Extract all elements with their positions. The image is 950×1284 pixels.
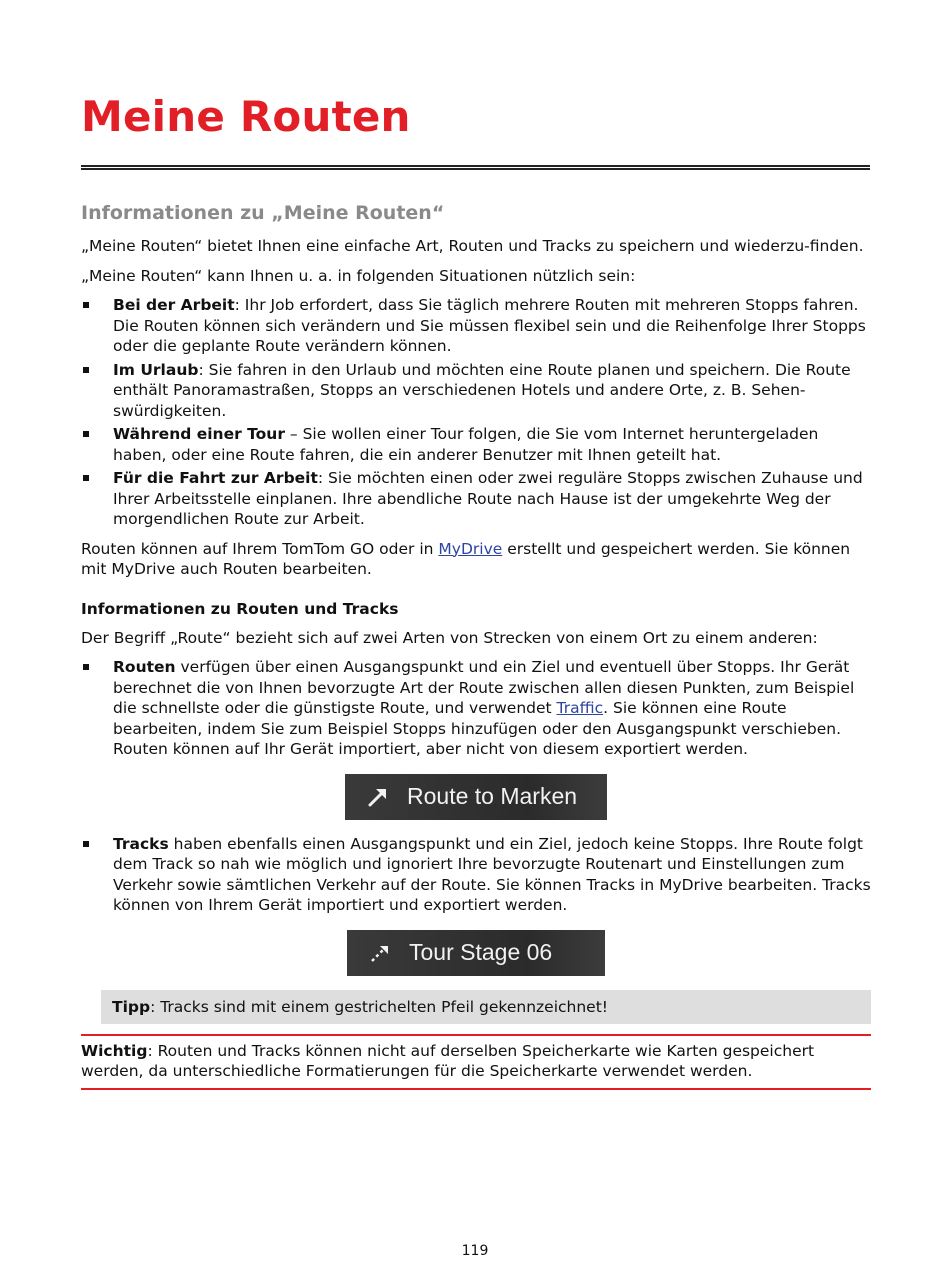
route-definition-intro: Der Begriff „Route“ bezieht sich auf zwei Arten von Strecken von einem Ort zu einem anderen: — [81, 628, 818, 647]
bullet-icon — [83, 664, 89, 670]
section-heading-about-my-routes: Informationen zu „Meine Routen“ — [81, 202, 445, 224]
tracks-list — [81, 834, 871, 916]
bullet-icon — [83, 841, 89, 847]
dashed-arrow-icon — [367, 940, 393, 966]
bullet-icon — [83, 475, 89, 481]
list-item-term: Tracks — [113, 834, 169, 853]
tip-text: : Tracks sind mit einem gestrichelten Pfeil gekennzeichnet! — [150, 997, 608, 1016]
list-item — [81, 834, 871, 916]
list-item-text: : Sie fahren in den Urlaub und möchten eine Route planen und speichern. Die Route enthält Panoramastraßen, Stopps an verschiedenen Hotels und andere Orte, z. B. Sehen-swürdigkeiten. — [113, 360, 851, 420]
routes-list — [81, 657, 871, 760]
page-number: 119 — [461, 1243, 489, 1259]
list-item-text: . Sie können eine Route bearbeiten, indem Sie zum Beispiel Stopps hinzufügen oder den Ausgangspunkt verschieben. Routen können auf Ihr Gerät importiert, aber nicht von diesem exportiert werden. — [113, 699, 842, 758]
important-text: : Routen und Tracks können nicht auf derselben Speicherkarte wie Karten gespeichert werden, da unterschiedliche Formatierungen für die Speicherkarte verwendet werden. — [81, 1041, 815, 1080]
creation-paragraph — [81, 539, 871, 580]
creation-text-before: Routen können auf Ihrem TomTom GO oder in — [81, 539, 439, 558]
list-item-text: : Ihr Job erfordert, dass Sie täglich mehrere Routen mit mehreren Stopps fahren. Die Routen können sich verändern und Sie müssen flexibel sein und die Reihenfolge Ihrer Stopps oder die geplante Route verändern können. — [113, 296, 866, 355]
list-item-term: Während einer Tour — [113, 425, 285, 443]
important-note — [81, 1034, 871, 1090]
route-screenshot-wrap — [81, 774, 871, 820]
list-item — [81, 468, 871, 530]
section-heading-routes-tracks: Informationen zu Routen und Tracks — [81, 599, 399, 618]
track-screenshot — [347, 930, 605, 976]
mydrive-link[interactable]: MyDrive — [438, 539, 503, 558]
traffic-link[interactable]: Traffic — [556, 699, 604, 717]
tip-box — [101, 990, 871, 1024]
title-divider — [81, 165, 870, 170]
list-item-term: Bei der Arbeit — [113, 296, 235, 314]
list-item — [81, 424, 871, 465]
list-item — [81, 295, 871, 357]
intro-paragraph: „Meine Routen“ bietet Ihnen eine einfache Art, Routen und Tracks zu speichern und wiederzu-finden. — [81, 237, 864, 255]
list-item-text: – Sie wollen einer Tour folgen, die Sie vom Internet heruntergeladen haben, oder eine Route fahren, die ein anderer Benutzer mit Ihnen geteilt hat. — [113, 425, 819, 464]
situations-list — [81, 295, 871, 530]
tip-label: Tipp — [112, 997, 151, 1016]
creation-text-after: erstellt und gespeichert werden. Sie können mit MyDrive auch Routen bearbeiten. — [81, 539, 851, 578]
list-item-term: Im Urlaub — [113, 360, 199, 379]
bullet-icon — [83, 431, 89, 437]
route-screenshot-label: Route to Marken — [407, 783, 578, 810]
track-screenshot-wrap — [81, 930, 871, 976]
list-item-text: haben ebenfalls einen Ausgangspunkt und ein Ziel, jedoch keine Stopps. Ihre Route folgt dem Track so nah wie möglich und ignoriert Ihre bevorzugte Routenart und Einstellungen zum Verkehr sowie sämtlichen Verkehr auf der Route. Sie können Tracks in MyDrive bearbeiten. Tracks können von Ihrem Gerät importiert und exportiert werden. — [113, 834, 871, 914]
solid-arrow-icon — [365, 784, 391, 810]
page-title: Meine Routen — [81, 92, 411, 141]
list-item-text: : Sie möchten einen oder zwei reguläre Stopps zwischen Zuhause und Ihrer Arbeitsstelle einplanen. Ihre abendliche Route nach Hause ist der umgekehrte Weg der morgendlichen Route zur Arbeit. — [113, 469, 863, 528]
bullet-icon — [83, 302, 89, 308]
route-screenshot — [345, 774, 607, 820]
list-item-term: Für die Fahrt zur Arbeit — [113, 469, 318, 487]
important-label: Wichtig — [81, 1041, 148, 1060]
list-item-text: verfügen über einen Ausgangspunkt und ein Ziel und eventuell über Stopps. Ihr Gerät berechnet die von Ihnen bevorzugte Art der Route zwischen allen diesen Punkten, zum Beispiel die schnellste oder die günstigste Route, und verwendet — [113, 658, 855, 717]
list-item — [81, 657, 871, 760]
bullet-icon — [83, 367, 89, 373]
page-content — [81, 200, 871, 1090]
situations-intro: „Meine Routen“ kann Ihnen u. a. in folgenden Situationen nützlich sein: — [81, 266, 636, 285]
track-screenshot-label: Tour Stage 06 — [409, 939, 553, 966]
list-item-term: Routen — [113, 658, 176, 676]
list-item — [81, 360, 871, 422]
